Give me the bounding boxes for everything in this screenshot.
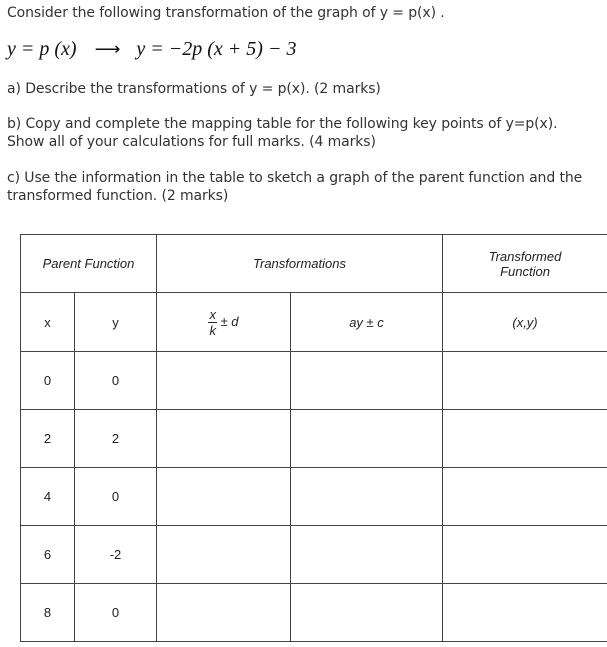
arrow-icon: ⟶: [94, 39, 121, 59]
cell-y: 0: [75, 584, 157, 642]
part-c-line2: transformed function. (2 marks): [7, 188, 229, 204]
cell-x: 4: [21, 468, 75, 526]
transformations-header: Transformations: [157, 235, 443, 293]
cell-xk-empty: [157, 410, 291, 468]
cell-ay-empty: [291, 526, 443, 584]
fraction-denominator: k: [209, 322, 216, 338]
col-ay-header: ay ± c: [291, 293, 443, 352]
question-intro: Consider the following transformation of the graph of y = p(x) .: [7, 5, 445, 21]
cell-ay-empty: [291, 468, 443, 526]
cell-x: 8: [21, 584, 75, 642]
transformed-function-header: [443, 235, 607, 293]
col-y-header: y: [75, 293, 157, 352]
fraction-numerator: x: [209, 306, 216, 322]
cell-ay-empty: [291, 352, 443, 410]
cell-y: 2: [75, 410, 157, 468]
cell-ay-empty: [291, 410, 443, 468]
transformed-header-line2: Function: [500, 263, 550, 279]
cell-y: 0: [75, 352, 157, 410]
cell-x: 6: [21, 526, 75, 584]
fraction-suffix: ± d: [220, 313, 239, 329]
cell-xy-empty: [443, 584, 607, 642]
equation-left: y = p (x): [7, 38, 77, 60]
col-x-header: x: [21, 293, 75, 352]
part-b-line1: b) Copy and complete the mapping table for the following key points of y=p(x).: [7, 116, 558, 132]
cell-x: 2: [21, 410, 75, 468]
cell-y: -2: [75, 526, 157, 584]
cell-xy-empty: [443, 352, 607, 410]
table-row: [21, 352, 607, 410]
transformation-equation: [7, 38, 296, 61]
mapping-table: [20, 234, 607, 642]
table-row: [21, 526, 607, 584]
table-row: [21, 584, 607, 642]
parent-function-header: Parent Function: [21, 235, 157, 293]
x-over-k-fraction: [208, 307, 217, 338]
cell-xk-empty: [157, 526, 291, 584]
table-subheader-row: [21, 293, 607, 352]
part-a: a) Describe the transformations of y = p(x). (2 marks): [7, 81, 381, 97]
cell-xy-empty: [443, 410, 607, 468]
part-c-line1: c) Use the information in the table to sketch a graph of the parent function and the: [7, 170, 583, 186]
transformed-header-line1: Transformed: [488, 248, 562, 264]
table-row: [21, 468, 607, 526]
equation-right: y = −2p (x + 5) − 3: [136, 38, 297, 60]
cell-xy-empty: [443, 526, 607, 584]
col-xk-header: [157, 293, 291, 352]
cell-ay-empty: [291, 584, 443, 642]
col-xy-header: (x,y): [443, 293, 607, 352]
cell-xy-empty: [443, 468, 607, 526]
cell-x: 0: [21, 352, 75, 410]
table-row: [21, 410, 607, 468]
cell-y: 0: [75, 468, 157, 526]
cell-xk-empty: [157, 584, 291, 642]
cell-xk-empty: [157, 352, 291, 410]
part-b-line2: Show all of your calculations for full marks. (4 marks): [7, 134, 376, 150]
table-header-row: [21, 235, 607, 293]
cell-xk-empty: [157, 468, 291, 526]
